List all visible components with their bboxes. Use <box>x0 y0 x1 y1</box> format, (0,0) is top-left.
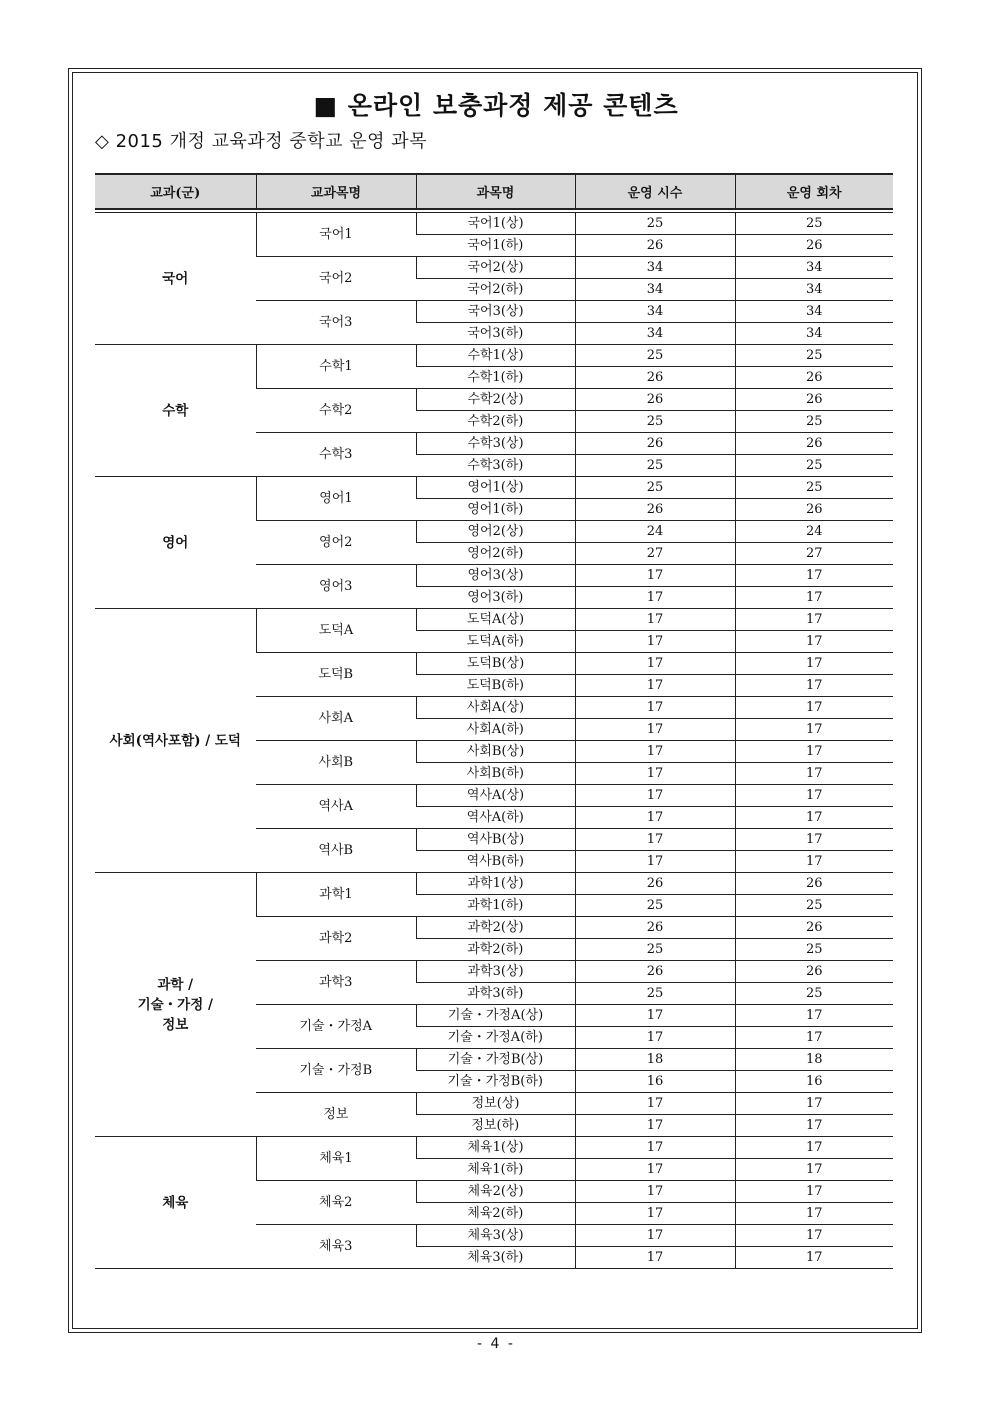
course-name-cell: 국어1(상) <box>416 213 575 235</box>
course-name-cell: 수학2(상) <box>416 389 575 411</box>
subject-name-cell: 체육1 <box>256 1137 416 1181</box>
course-name-cell: 체육1(상) <box>416 1137 575 1159</box>
course-name-cell: 사회A(하) <box>416 719 575 741</box>
sessions-cell: 17 <box>735 1027 893 1049</box>
hours-cell: 26 <box>575 235 735 257</box>
sessions-cell: 26 <box>735 389 893 411</box>
subject-name-cell: 사회A <box>256 697 416 741</box>
sessions-cell: 26 <box>735 873 893 895</box>
sessions-cell: 17 <box>735 1159 893 1181</box>
hours-cell: 25 <box>575 455 735 477</box>
hours-cell: 25 <box>575 477 735 499</box>
course-name-cell: 체육1(하) <box>416 1159 575 1181</box>
subject-name-cell: 영어2 <box>256 521 416 565</box>
course-name-cell: 체육2(하) <box>416 1203 575 1225</box>
sessions-cell: 17 <box>735 697 893 719</box>
sessions-cell: 17 <box>735 565 893 587</box>
page-subtitle: ◇ 2015 개정 교육과정 중학교 운영 과목 <box>95 131 428 152</box>
table-row <box>95 1137 893 1159</box>
sessions-cell: 25 <box>735 411 893 433</box>
course-name-cell: 기술・가정A(상) <box>416 1005 575 1027</box>
course-name-cell: 사회B(하) <box>416 763 575 785</box>
sessions-cell: 26 <box>735 235 893 257</box>
sessions-cell: 26 <box>735 917 893 939</box>
hours-cell: 17 <box>575 1159 735 1181</box>
course-name-cell: 역사A(하) <box>416 807 575 829</box>
course-name-cell: 체육3(상) <box>416 1225 575 1247</box>
course-name-cell: 수학3(상) <box>416 433 575 455</box>
page-title: ■ 온라인 보충과정 제공 콘텐츠 <box>313 91 679 120</box>
subject-name-cell: 국어1 <box>256 213 416 257</box>
course-name-cell: 국어3(상) <box>416 301 575 323</box>
course-name-cell: 영어1(상) <box>416 477 575 499</box>
table-row <box>95 345 893 367</box>
hours-cell: 17 <box>575 1247 735 1269</box>
course-name-cell: 역사A(상) <box>416 785 575 807</box>
sessions-cell: 17 <box>735 1181 893 1203</box>
sessions-cell: 25 <box>735 939 893 961</box>
hours-cell: 17 <box>575 719 735 741</box>
table-row <box>95 609 893 631</box>
sessions-cell: 17 <box>735 631 893 653</box>
sessions-cell: 25 <box>735 477 893 499</box>
sessions-cell: 25 <box>735 895 893 917</box>
subject-name-cell: 수학2 <box>256 389 416 433</box>
subject-name-cell: 기술・가정A <box>256 1005 416 1049</box>
subject-name-cell: 정보 <box>256 1093 416 1137</box>
sessions-cell: 17 <box>735 1225 893 1247</box>
header-hours: 운영 시수 <box>575 174 735 209</box>
hours-cell: 17 <box>575 829 735 851</box>
hours-cell: 17 <box>575 1225 735 1247</box>
hours-cell: 25 <box>575 983 735 1005</box>
sessions-cell: 17 <box>735 653 893 675</box>
subject-name-cell: 영어1 <box>256 477 416 521</box>
subject-group-cell: 과학 / 기술・가정 / 정보 <box>95 873 256 1137</box>
sessions-cell: 17 <box>735 851 893 873</box>
subject-name-cell: 도덕A <box>256 609 416 653</box>
course-name-cell: 영어1(하) <box>416 499 575 521</box>
sessions-cell: 34 <box>735 257 893 279</box>
course-name-cell: 체육2(상) <box>416 1181 575 1203</box>
hours-cell: 17 <box>575 653 735 675</box>
course-name-cell: 수학1(하) <box>416 367 575 389</box>
subject-group-cell: 영어 <box>95 477 256 609</box>
sessions-cell: 17 <box>735 785 893 807</box>
sessions-cell: 17 <box>735 1203 893 1225</box>
subject-name-cell: 과학3 <box>256 961 416 1005</box>
sessions-cell: 26 <box>735 433 893 455</box>
table-row <box>95 213 893 235</box>
hours-cell: 17 <box>575 851 735 873</box>
sessions-cell: 17 <box>735 829 893 851</box>
hours-cell: 17 <box>575 763 735 785</box>
header-subject-group: 교과(군) <box>95 174 256 209</box>
subject-name-cell: 역사B <box>256 829 416 873</box>
subject-name-cell: 역사A <box>256 785 416 829</box>
hours-cell: 17 <box>575 1115 735 1137</box>
hours-cell: 26 <box>575 499 735 521</box>
course-name-cell: 수학2(하) <box>416 411 575 433</box>
subject-name-cell: 수학1 <box>256 345 416 389</box>
course-name-cell: 영어2(하) <box>416 543 575 565</box>
hours-cell: 34 <box>575 279 735 301</box>
course-name-cell: 정보(상) <box>416 1093 575 1115</box>
sessions-cell: 17 <box>735 807 893 829</box>
course-name-cell: 역사B(하) <box>416 851 575 873</box>
sessions-cell: 27 <box>735 543 893 565</box>
hours-cell: 25 <box>575 411 735 433</box>
subject-name-cell: 국어2 <box>256 257 416 301</box>
course-name-cell: 영어3(상) <box>416 565 575 587</box>
sessions-cell: 34 <box>735 323 893 345</box>
hours-cell: 17 <box>575 785 735 807</box>
hours-cell: 17 <box>575 675 735 697</box>
course-name-cell: 정보(하) <box>416 1115 575 1137</box>
sessions-cell: 25 <box>735 345 893 367</box>
course-name-cell: 사회A(상) <box>416 697 575 719</box>
hours-cell: 17 <box>575 1137 735 1159</box>
course-name-cell: 국어3(하) <box>416 323 575 345</box>
sessions-cell: 16 <box>735 1071 893 1093</box>
hours-cell: 16 <box>575 1071 735 1093</box>
hours-cell: 26 <box>575 917 735 939</box>
sessions-cell: 17 <box>735 1247 893 1269</box>
sessions-cell: 17 <box>735 741 893 763</box>
sessions-cell: 17 <box>735 587 893 609</box>
hours-cell: 26 <box>575 961 735 983</box>
course-name-cell: 과학2(하) <box>416 939 575 961</box>
subject-group-cell: 수학 <box>95 345 256 477</box>
sessions-cell: 25 <box>735 983 893 1005</box>
sessions-cell: 25 <box>735 455 893 477</box>
subject-name-cell: 과학1 <box>256 873 416 917</box>
hours-cell: 17 <box>575 807 735 829</box>
sessions-cell: 34 <box>735 279 893 301</box>
hours-cell: 25 <box>575 345 735 367</box>
course-name-cell: 도덕B(상) <box>416 653 575 675</box>
sessions-cell: 17 <box>735 609 893 631</box>
table-row <box>95 477 893 499</box>
subject-name-cell: 기술・가정B <box>256 1049 416 1093</box>
hours-cell: 17 <box>575 741 735 763</box>
hours-cell: 17 <box>575 1181 735 1203</box>
hours-cell: 26 <box>575 433 735 455</box>
sessions-cell: 17 <box>735 1115 893 1137</box>
course-name-cell: 과학1(하) <box>416 895 575 917</box>
subject-group-cell: 국어 <box>95 213 256 345</box>
subject-name-cell: 과학2 <box>256 917 416 961</box>
course-name-cell: 과학2(상) <box>416 917 575 939</box>
sessions-cell: 17 <box>735 719 893 741</box>
course-name-cell: 국어2(하) <box>416 279 575 301</box>
header-course-name: 과목명 <box>416 174 575 209</box>
course-name-cell: 기술・가정B(하) <box>416 1071 575 1093</box>
course-name-cell: 사회B(상) <box>416 741 575 763</box>
hours-cell: 26 <box>575 389 735 411</box>
sessions-cell: 17 <box>735 1093 893 1115</box>
sessions-cell: 17 <box>735 675 893 697</box>
hours-cell: 26 <box>575 873 735 895</box>
table-body <box>95 213 893 1269</box>
course-name-cell: 도덕A(하) <box>416 631 575 653</box>
sessions-cell: 26 <box>735 499 893 521</box>
hours-cell: 17 <box>575 609 735 631</box>
hours-cell: 17 <box>575 1005 735 1027</box>
sessions-cell: 17 <box>735 763 893 785</box>
hours-cell: 17 <box>575 1093 735 1115</box>
subject-name-cell: 체육3 <box>256 1225 416 1269</box>
hours-cell: 17 <box>575 1203 735 1225</box>
course-name-cell: 도덕B(하) <box>416 675 575 697</box>
sessions-cell: 26 <box>735 367 893 389</box>
curriculum-table <box>95 173 893 1269</box>
subject-group-cell: 사회(역사포함) / 도덕 <box>95 609 256 873</box>
sessions-cell: 17 <box>735 1005 893 1027</box>
subject-name-cell: 체육2 <box>256 1181 416 1225</box>
subject-group-cell: 체육 <box>95 1137 256 1269</box>
hours-cell: 17 <box>575 697 735 719</box>
sessions-cell: 24 <box>735 521 893 543</box>
course-name-cell: 국어2(상) <box>416 257 575 279</box>
subject-name-cell: 도덕B <box>256 653 416 697</box>
subject-name-cell: 사회B <box>256 741 416 785</box>
course-name-cell: 국어1(하) <box>416 235 575 257</box>
course-name-cell: 기술・가정A(하) <box>416 1027 575 1049</box>
hours-cell: 17 <box>575 565 735 587</box>
subject-name-cell: 수학3 <box>256 433 416 477</box>
hours-cell: 26 <box>575 367 735 389</box>
course-name-cell: 영어3(하) <box>416 587 575 609</box>
table-row <box>95 873 893 895</box>
sessions-cell: 26 <box>735 961 893 983</box>
sessions-cell: 25 <box>735 213 893 235</box>
page-number: - 4 - <box>477 1336 515 1352</box>
sessions-cell: 18 <box>735 1049 893 1071</box>
course-name-cell: 기술・가정B(상) <box>416 1049 575 1071</box>
sessions-cell: 34 <box>735 301 893 323</box>
hours-cell: 25 <box>575 895 735 917</box>
hours-cell: 18 <box>575 1049 735 1071</box>
hours-cell: 27 <box>575 543 735 565</box>
subject-name-cell: 영어3 <box>256 565 416 609</box>
header-sessions: 운영 회차 <box>735 174 893 209</box>
hours-cell: 34 <box>575 257 735 279</box>
course-name-cell: 영어2(상) <box>416 521 575 543</box>
hours-cell: 25 <box>575 213 735 235</box>
hours-cell: 34 <box>575 323 735 345</box>
table-header-row <box>95 174 893 209</box>
course-name-cell: 도덕A(상) <box>416 609 575 631</box>
hours-cell: 24 <box>575 521 735 543</box>
header-subject-name: 교과목명 <box>256 174 416 209</box>
hours-cell: 17 <box>575 587 735 609</box>
course-name-cell: 과학3(하) <box>416 983 575 1005</box>
subject-name-cell: 국어3 <box>256 301 416 345</box>
hours-cell: 34 <box>575 301 735 323</box>
course-name-cell: 수학3(하) <box>416 455 575 477</box>
hours-cell: 17 <box>575 631 735 653</box>
course-name-cell: 과학1(상) <box>416 873 575 895</box>
course-name-cell: 역사B(상) <box>416 829 575 851</box>
hours-cell: 25 <box>575 939 735 961</box>
sessions-cell: 17 <box>735 1137 893 1159</box>
course-name-cell: 체육3(하) <box>416 1247 575 1269</box>
hours-cell: 17 <box>575 1027 735 1049</box>
course-name-cell: 과학3(상) <box>416 961 575 983</box>
course-name-cell: 수학1(상) <box>416 345 575 367</box>
